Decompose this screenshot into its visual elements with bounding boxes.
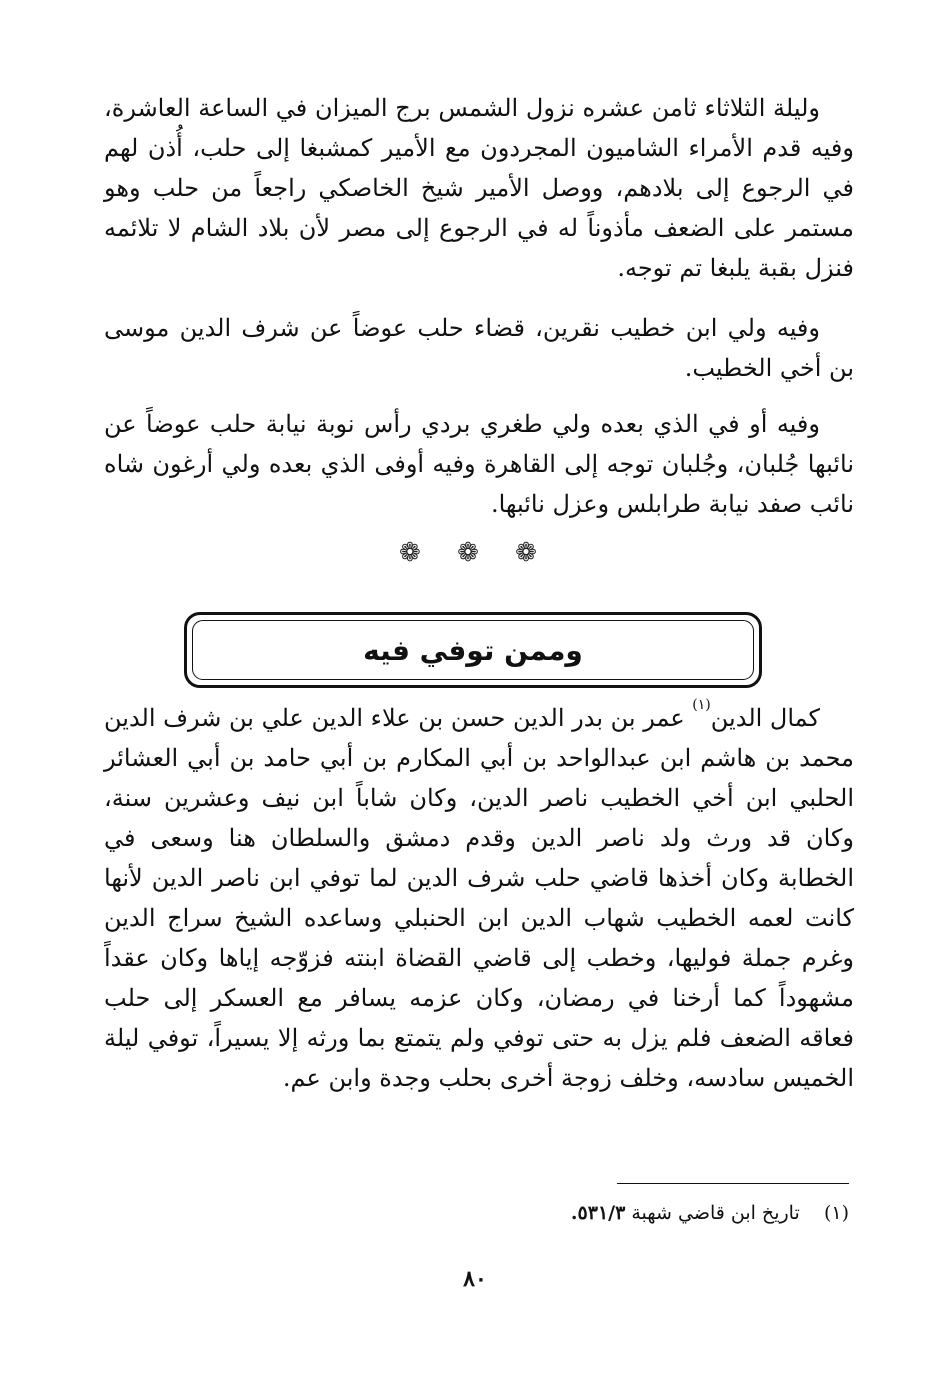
biography-text	[104, 698, 854, 1098]
paragraph-text: وليلة الثلاثاء ثامن عشره نزول الشمس برج الميزان في الساعة العاشرة، وفيه قدم الأمراء الشاميون المجردون مع الأمير كمشبغا إلى حلب، أُذن لهم في الرجوع إلى بلادهم، ووصل الأمير شيخ الخاصكي راجعاً من حلب وهو مستمر على الضعف مأذوناً له في الرجوع إلى مصر لأن بلاد الشام لا تلائمه فنزل بقبة يلبغا تم توجه.	[104, 94, 854, 282]
section-heading-frame	[184, 612, 762, 688]
section-heading: وممن توفي فيه	[363, 633, 583, 667]
paragraph-1	[104, 88, 854, 288]
biography-paragraph	[104, 698, 854, 1098]
footnote-divider	[617, 1183, 849, 1184]
page-number: ٨٠	[463, 1266, 487, 1292]
paragraph-3	[104, 404, 854, 524]
biography-lead: كمال الدين	[710, 704, 820, 732]
section-divider-ornament: ❁ ❁ ❁	[399, 538, 551, 568]
paragraph-text: وفيه ولي ابن خطيب نقرين، قضاء حلب عوضاً عن شرف الدين موسى بن أخي الخطيب.	[104, 314, 854, 382]
biography-body: عمر بن بدر الدين حسن بن علاء الدين علي بن شرف الدين محمد بن هاشم ابن عبدالواحد بن أبي المكارم بن أبي حامد بن أبي العشائر الحلبي ابن أخي الخطيب ناصر الدين، وكان شاباً ابن نيف وعشرين سنة، وكان قد ورث ولد ناصر الدين وقدم دمشق والسلطان هنا وسعى في الخطابة وكان أخذها قاضي حلب شرف الدين لما توفي ابن ناصر الدين لأنها كانت لعمه الخطيب شهاب الدين ابن الحنبلي وساعده الشيخ سراج الدين وغرم جملة فوليها، وخطب إلى قاضي القضاة ابنته فزوّجه إياها وكان عقداً مشهوداً كما أرخنا في رمضان، وكان عزمه يسافر مع العسكر إلى حلب فعاقه الضعف فلم يزل به حتى توفي ولم يتمتع بما ورثه إلا يسيراً، توفي ليلة الخميس سادسه، وخلف زوجة أخرى بحلب وجدة وابن عم.	[104, 704, 854, 1092]
footnote-marker: (١)	[692, 697, 711, 713]
section-heading-inner-frame	[192, 620, 754, 680]
paragraph-2	[104, 308, 854, 388]
paragraph-text: وفيه أو في الذي بعده ولي طغري بردي رأس نوبة نيابة حلب عوضاً عن نائبها جُلبان، وجُلبان توجه إلى القاهرة وفيه أوفى الذي بعده ولي أرغون شاه نائب صفد نيابة طرابلس وعزل نائبها.	[104, 410, 854, 518]
footnote-number: (١)	[823, 1202, 849, 1224]
footnote-reference: ٥٣١/٣.	[570, 1202, 626, 1224]
footnote-source: تاريخ ابن قاضي شهبة	[631, 1202, 800, 1224]
footnote	[104, 1198, 849, 1228]
